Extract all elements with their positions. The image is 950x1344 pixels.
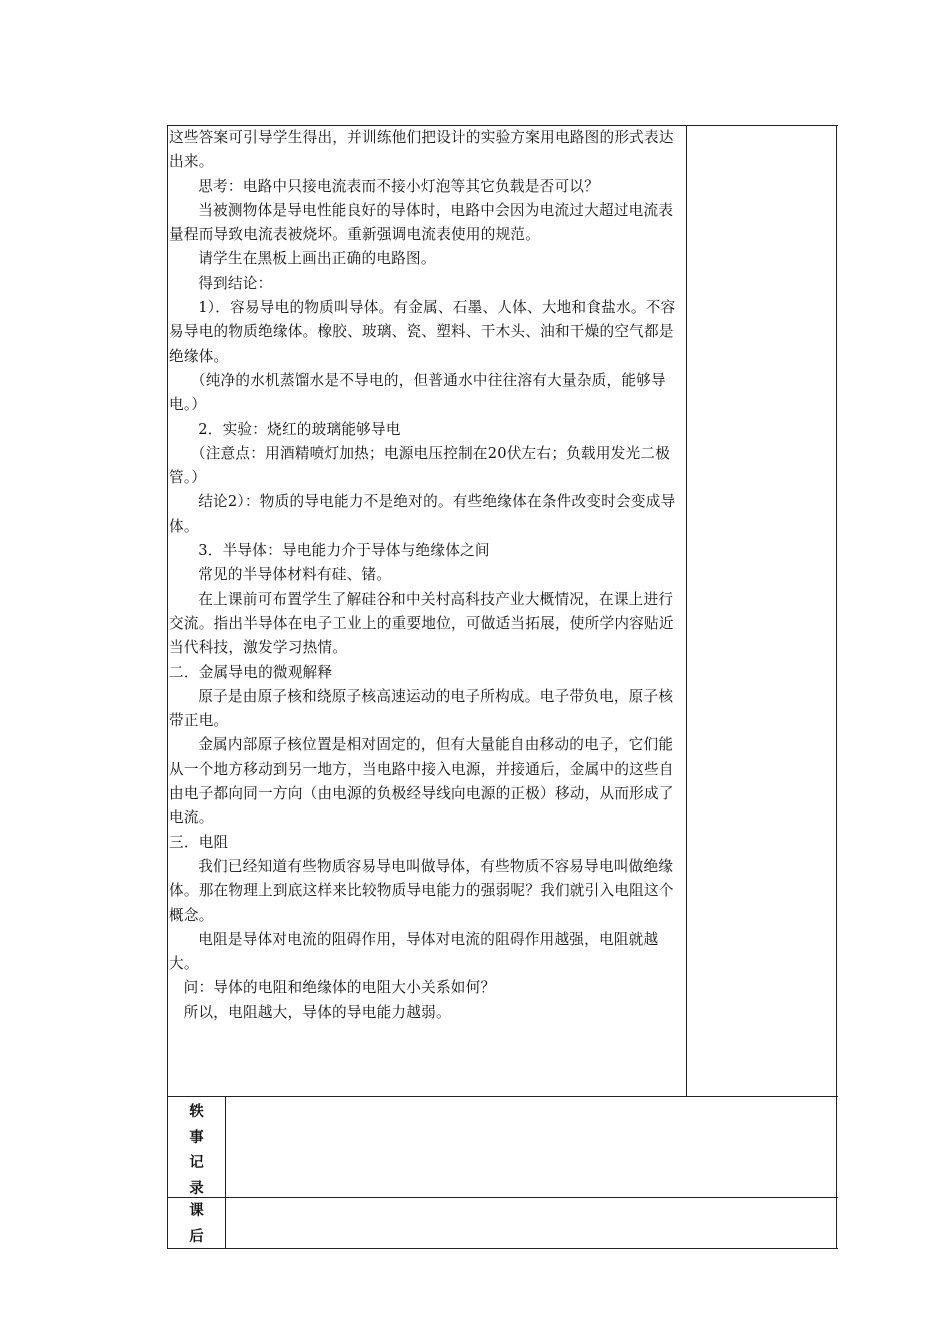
paragraph: 得到结论： — [198, 274, 273, 292]
label-column-divider — [225, 1096, 226, 1249]
label-char: 后 — [189, 1228, 204, 1245]
row-divider-2 — [167, 1197, 838, 1198]
paragraph: 请学生在黑板上画出正确的电路图。 — [198, 250, 436, 268]
paragraph: 当被测物体是导电性能良好的导体时，电路中会因为电流过大超过电流表量程而导致电流表被烧坏。重新强调电流表使用的规范。 — [169, 201, 674, 244]
paragraph: 我们已经知道有些物质容易导电叫做导体，有些物质不容易导电叫做绝缘体。那在物理上到底这样来比较物质导电能力的强弱呢？我们就引入电阻这个概念。 — [169, 857, 674, 924]
paragraph: 电阻是导体对电流的阻碍作用，导体对电流的阻碍作用越强，电阻就越大。 — [169, 930, 659, 973]
paragraph: 所以，电阻越大，导体的导电能力越弱。 — [183, 1003, 451, 1021]
paragraph: 3．半导体：导电能力介于导体与绝缘体之间 — [198, 542, 490, 560]
paragraph: 原子是由原子核和绕原子核高速运动的电子所构成。电子带负电，原子核带正电。 — [169, 687, 674, 730]
paragraph: 二．金属导电的微观解释 — [169, 663, 333, 681]
paragraph: （纯净的水机蒸馏水是不导电的，但普通水中往往溶有大量杂质，能够导电。） — [169, 371, 666, 414]
after-class-label — [168, 1199, 225, 1250]
row-divider-1 — [167, 1096, 838, 1097]
table-border-bottom — [167, 1248, 838, 1249]
paragraph: 常见的半导体材料有硅、锗。 — [198, 566, 392, 584]
label-char: 轶 — [189, 1104, 204, 1120]
paragraph: 2．实验：烧红的玻璃能够导电 — [198, 420, 401, 438]
paragraph: 金属内部原子核位置是相对固定的，但有大量能自由移动的电子，它们能从一个地方移动到另一地方，当电路中接入电源，并接通后，金属中的这些自由电子都向同一方向（由电源的负极经导线向电源的正极）移动，从而形成了电流。 — [169, 736, 674, 827]
paragraph: 这些答案可引导学生得出，并训练他们把设计的实验方案用电路图的形式表达出来。 — [169, 129, 674, 171]
paragraph: 思考：电路中只接电流表而不接小灯泡等其它负载是否可以？ — [198, 177, 599, 195]
table-border-right — [836, 125, 837, 1249]
paragraph: 结论2）：物质的导电能力不是绝对的。有些绝缘体在条件改变时会变成导体。 — [169, 493, 676, 535]
paragraph: 1）．容易导电的物质叫导体。有金属、石墨、人体、大地和食盐水。不容易导电的物质绝缘体。橡胶、玻璃、瓷、塑料、干木头、油和干燥的空气都是绝缘体。 — [169, 299, 676, 365]
column-divider-main — [686, 125, 687, 1097]
label-char: 记 — [189, 1155, 204, 1171]
paragraph: 在上课前可布置学生了解硅谷和中关村高科技产业大概情况，在课上进行交流。指出半导体在电子工业上的重要地位，可做适当拓展，使所学内容贴近当代科技，激发学习热情。 — [169, 590, 674, 657]
paragraph: 三．电阻 — [169, 833, 229, 851]
label-char: 课 — [189, 1203, 204, 1219]
label-char: 事 — [189, 1129, 204, 1146]
lesson-content — [169, 126, 684, 1025]
paragraph: 问：导体的电阻和绝缘体的电阻大小关系如何？ — [183, 979, 496, 997]
label-char: 录 — [189, 1180, 204, 1197]
paragraph: （注意点：用酒精喷灯加热；电源电压控制在20伏左右；负载用发光二极管。） — [169, 444, 671, 487]
anecdote-record-label — [168, 1100, 225, 1202]
